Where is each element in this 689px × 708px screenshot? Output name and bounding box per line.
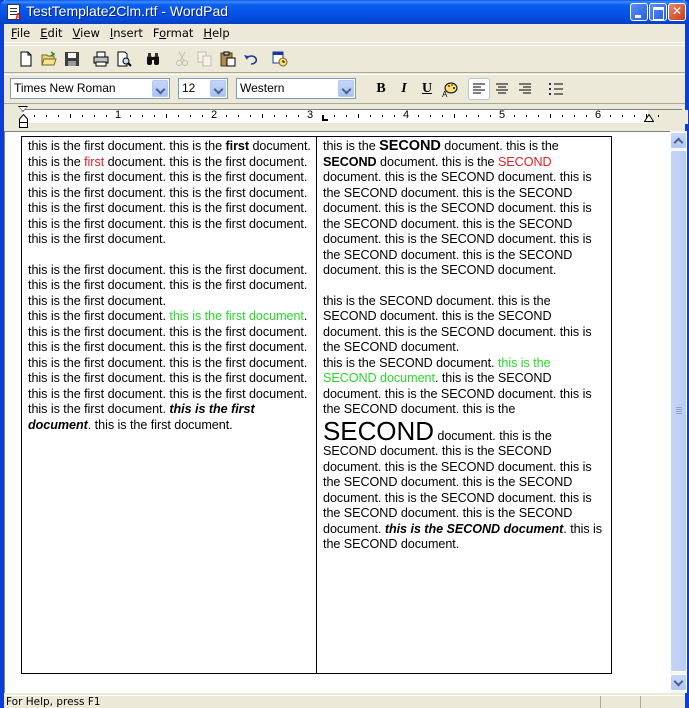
save-button[interactable] bbox=[60, 48, 83, 70]
bold-icon: B bbox=[376, 80, 386, 96]
tab-stop-marker[interactable] bbox=[322, 115, 328, 121]
chevron-down-icon[interactable] bbox=[152, 80, 168, 97]
ruler-number: 6 bbox=[594, 109, 602, 121]
italic-icon: I bbox=[401, 80, 407, 96]
copy-button[interactable] bbox=[193, 48, 216, 70]
close-button[interactable] bbox=[668, 3, 686, 21]
new-button[interactable] bbox=[14, 48, 37, 70]
ruler-number: 1 bbox=[114, 109, 122, 121]
font-name-value: Times New Roman bbox=[14, 81, 116, 95]
menu-file[interactable]: File bbox=[11, 25, 31, 40]
title-bar[interactable] bbox=[0, 0, 689, 24]
print-preview-button[interactable] bbox=[112, 48, 135, 70]
ruler-scale[interactable] bbox=[22, 109, 682, 123]
paste-icon bbox=[220, 51, 236, 67]
binoculars-icon bbox=[145, 51, 161, 67]
paragraph: this is the SECOND document. this is the SECOND document. this is the SECOND document. this is the SECOND document. this is the SECOND document. bbox=[323, 293, 592, 354]
menu-bar bbox=[4, 24, 685, 43]
align-center-button[interactable] bbox=[491, 78, 513, 100]
menu-edit[interactable]: Edit bbox=[40, 25, 63, 40]
table-cell-right[interactable] bbox=[317, 137, 611, 673]
document-editor[interactable] bbox=[4, 131, 670, 693]
align-left-button[interactable] bbox=[468, 78, 490, 100]
paragraph: this is the SECOND document. this is the SECOND document. this is the SECOND document. this is the SECOND document. this is the SECOND document. this is the SECOND document. this is the SECOND document. this is the SECOND document. this is the SECOND document. this is the SECOND document. this is the SECOND document. this is the SECOND document. this is the SECOND document. bbox=[323, 138, 592, 277]
bold-button[interactable] bbox=[370, 78, 392, 100]
ruler-number: 3 bbox=[306, 109, 314, 121]
status-bar bbox=[4, 695, 685, 708]
paragraph: this is the SECOND document. this is the SECOND document. this is the SECOND document. this is the SECOND document. this is the SECOND document. this is the SECOND document. this is the SECOND document. this is the SECOND document. this is the SECOND document. this is the SECOND document. this is the SECOND document. this is the SECOND document. this is the SECOND document. this is the SECOND document. this is the SECOND document. this is the SECOND document. bbox=[323, 355, 603, 551]
standard-toolbar bbox=[4, 45, 685, 73]
ruler-number: 5 bbox=[498, 109, 506, 121]
huge-text: SECOND bbox=[323, 415, 434, 446]
underline-button[interactable] bbox=[416, 78, 438, 100]
open-button[interactable] bbox=[37, 48, 60, 70]
svg-text:A: A bbox=[442, 89, 448, 97]
print-button[interactable] bbox=[89, 48, 112, 70]
paragraph: this is the first document. this is the first document. this is the first document. this is the first document. this is the first document. bbox=[28, 262, 308, 308]
window-title: TestTemplate2Clm.rtf - WordPad bbox=[26, 3, 229, 19]
align-right-button[interactable] bbox=[514, 78, 536, 100]
copy-icon bbox=[197, 51, 213, 67]
chevron-down-icon[interactable] bbox=[210, 80, 226, 97]
printer-icon bbox=[93, 51, 109, 67]
color-palette-icon bbox=[442, 81, 458, 97]
paragraph: this is the first document. this is the first document. this is the first document. this is the first document. this is the first document. this is the first document. this is the first document. this is the first document. this is the first document. this is the first document. this is the first document. this is the first document. this is the first document. bbox=[28, 139, 311, 246]
align-left-icon bbox=[473, 83, 485, 95]
paste-button[interactable] bbox=[216, 48, 239, 70]
find-button[interactable] bbox=[141, 48, 164, 70]
align-right-icon bbox=[519, 83, 531, 95]
menu-help[interactable]: Help bbox=[203, 25, 230, 40]
menu-view[interactable]: View bbox=[72, 25, 100, 40]
menu-format[interactable]: Format bbox=[152, 25, 194, 40]
print-preview-icon bbox=[116, 51, 132, 67]
two-column-table[interactable] bbox=[21, 136, 612, 674]
maximize-button[interactable] bbox=[649, 3, 667, 21]
green-text: this is the SECOND document bbox=[323, 355, 551, 385]
green-text: this is the first document bbox=[169, 309, 304, 323]
bold-large-text: SECOND bbox=[379, 138, 441, 154]
table-cell-left[interactable] bbox=[22, 137, 317, 673]
underline-icon: U bbox=[421, 80, 433, 96]
ruler-number: 2 bbox=[210, 109, 218, 121]
script-value: Western bbox=[240, 81, 285, 95]
scrollbar-thumb[interactable] bbox=[670, 150, 687, 672]
format-bar bbox=[4, 74, 685, 102]
date-time-button[interactable] bbox=[268, 48, 291, 70]
scroll-up-button[interactable] bbox=[670, 132, 687, 149]
bullets-button[interactable] bbox=[545, 78, 567, 100]
left-indent-marker[interactable] bbox=[19, 114, 28, 128]
script-combobox[interactable] bbox=[236, 78, 356, 99]
save-disk-icon bbox=[64, 51, 80, 67]
font-size-value: 12 bbox=[182, 81, 196, 95]
undo-icon bbox=[243, 51, 259, 67]
cut-button[interactable] bbox=[170, 48, 193, 70]
ruler[interactable] bbox=[4, 103, 685, 131]
bullet-list-icon bbox=[549, 82, 563, 96]
bold-italic-text: this is the first document bbox=[28, 402, 255, 432]
scissors-icon bbox=[174, 51, 190, 67]
font-size-combobox[interactable] bbox=[178, 78, 228, 99]
chevron-down-icon[interactable] bbox=[338, 80, 354, 97]
undo-button[interactable] bbox=[239, 48, 262, 70]
ruler-number: 4 bbox=[402, 109, 410, 121]
menu-insert[interactable]: Insert bbox=[109, 25, 143, 40]
wordpad-app-icon[interactable] bbox=[7, 4, 20, 20]
font-name-combobox[interactable] bbox=[10, 78, 170, 99]
first-line-indent-marker[interactable] bbox=[18, 106, 28, 112]
red-text: first bbox=[84, 154, 105, 169]
right-indent-marker[interactable] bbox=[644, 114, 654, 122]
status-text: For Help, press F1 bbox=[6, 696, 101, 708]
italic-button[interactable] bbox=[393, 78, 415, 100]
red-text: SECOND bbox=[497, 154, 552, 169]
date-time-icon bbox=[272, 51, 288, 67]
new-document-icon bbox=[18, 51, 34, 67]
minimize-button[interactable] bbox=[630, 3, 648, 21]
scroll-down-button[interactable] bbox=[670, 674, 687, 691]
open-folder-icon bbox=[41, 51, 57, 67]
vertical-scrollbar[interactable] bbox=[670, 131, 687, 693]
align-center-icon bbox=[496, 83, 508, 95]
color-button[interactable] bbox=[439, 78, 461, 100]
paragraph: this is the first document. this is the first document. this is the first document. this is the first document. this is the first document. this is the first document. this is the first document. this is the first document. this is the first document. this is the first document. this is the first document. this is the first document. this is the first document. this is the first document. this is the first document. bbox=[28, 309, 308, 432]
bold-italic-text: this is the SECOND document bbox=[384, 521, 564, 536]
